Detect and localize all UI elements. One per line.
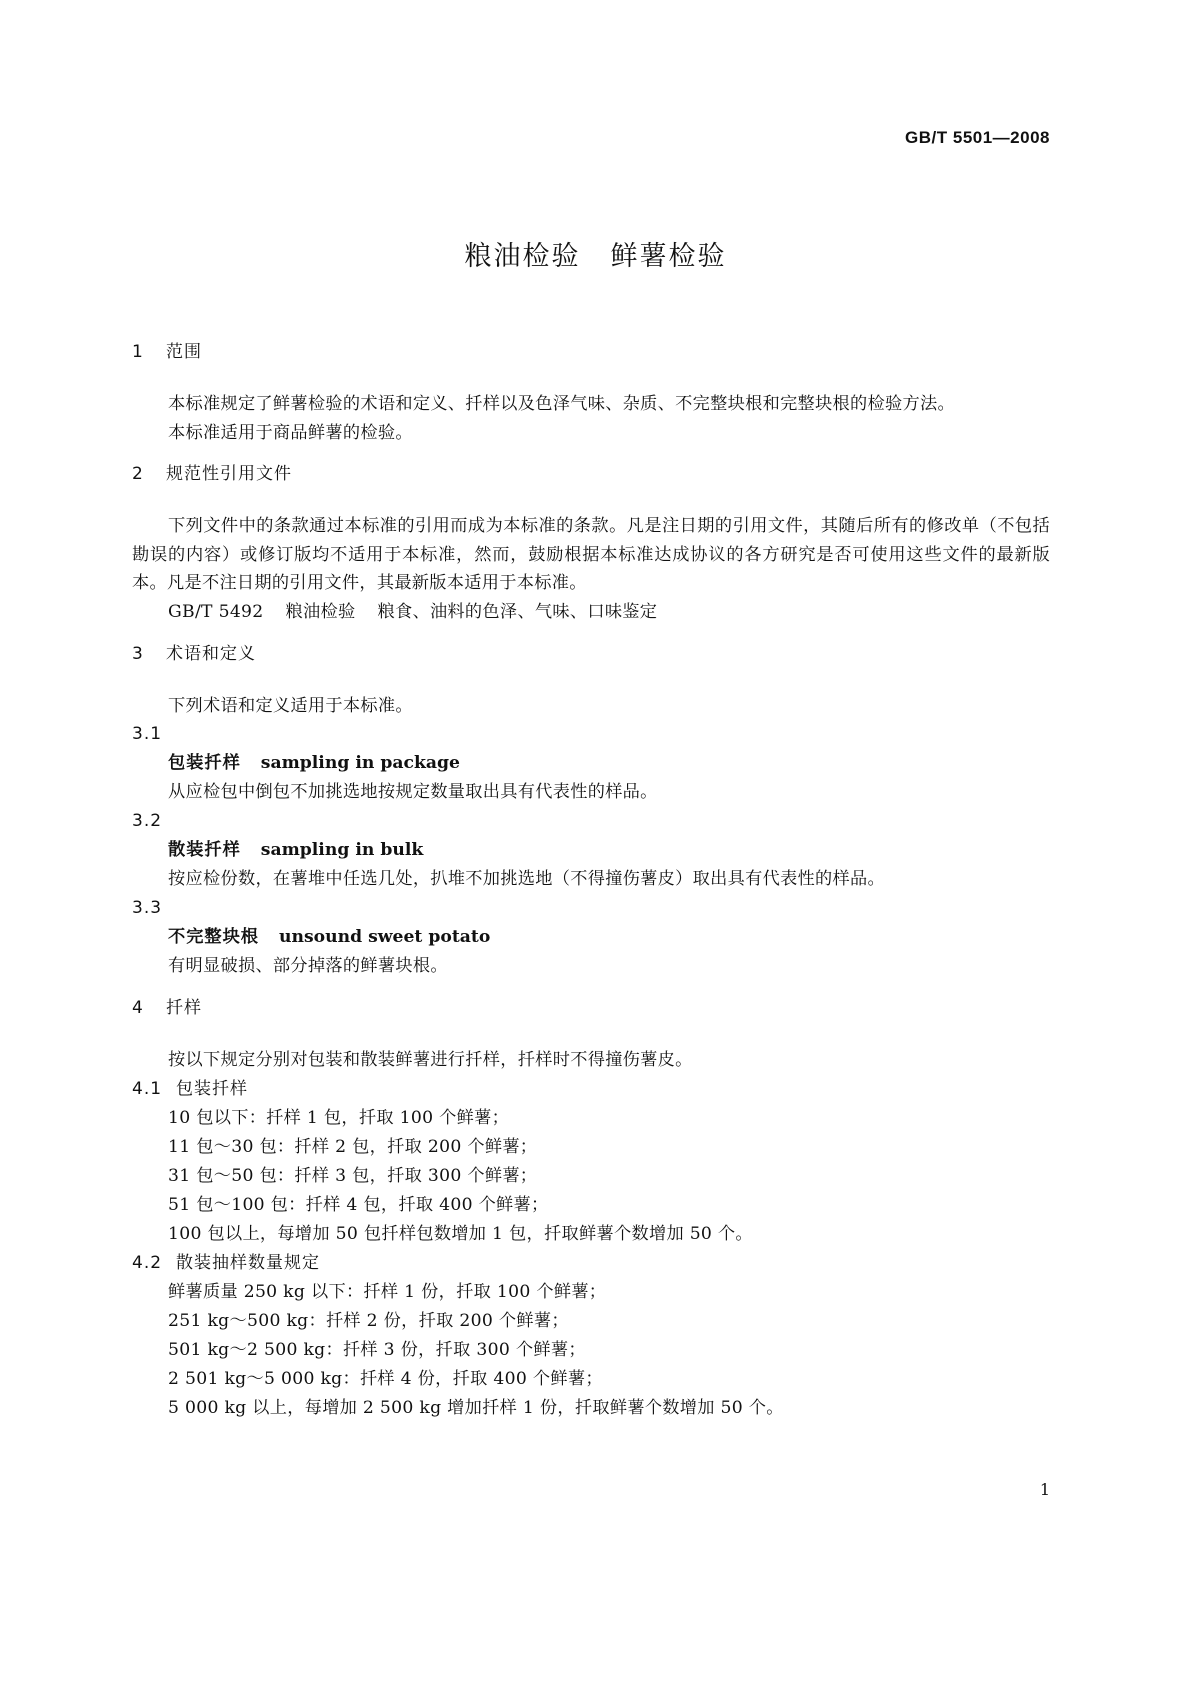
term-3-3-definition: 有明显破损、部分掉落的鲜薯块根。 <box>168 956 448 976</box>
page-number: 1 <box>1039 1480 1050 1499</box>
title-part-1: 粮油检验 <box>464 241 581 272</box>
list-item: 51 包～100 包：扦样 4 包，扦取 400 个鲜薯； <box>168 1194 549 1215</box>
term-3-2-definition: 按应检份数，在薯堆中任选几处，扒堆不加挑选地（不得撞伤薯皮）取出具有代表性的样品。 <box>168 869 885 889</box>
list-item: 10 包以下：扦样 1 包，扦取 100 个鲜薯； <box>168 1107 510 1128</box>
section-2-paragraph-1: 下列文件中的条款通过本标准的引用而成为本标准的条款。凡是注日期的引用文件，其随后所有的修改单（不包括勘误的内容）或修订版均不适用于本标准，然而，鼓励根据本标准达成协议的各方研究是否可使用这些文件的最新版本。凡是不注日期的引用文件，其最新版本适用于本标准。 <box>132 516 1050 593</box>
list-item: 501 kg～2 500 kg：扦样 3 份，扦取 300 个鲜薯； <box>168 1339 586 1360</box>
term-3-2: 散装扦样 sampling in bulk <box>168 840 424 860</box>
term-3-2-number: 3.2 <box>132 811 163 831</box>
list-item: 2 501 kg～5 000 kg：扦样 4 份，扦取 400 个鲜薯； <box>168 1368 603 1389</box>
section-1-heading: 1 范围 <box>132 342 202 362</box>
term-3-1-number: 3.1 <box>132 724 163 744</box>
term-3-3: 不完整块根 unsound sweet potato <box>168 927 491 947</box>
term-3-3-number: 3.3 <box>132 898 163 918</box>
section-3-paragraph-1: 下列术语和定义适用于本标准。 <box>168 695 413 716</box>
standard-code: GB/T 5501—2008 <box>905 128 1050 147</box>
subsection-4-1-heading: 4.1 包装扦样 <box>132 1078 248 1099</box>
section-1-paragraph-2: 本标准适用于商品鲜薯的检验。 <box>168 422 413 443</box>
term-3-1-definition: 从应检包中倒包不加挑选地按规定数量取出具有代表性的样品。 <box>168 782 658 802</box>
title-part-2: 鲜薯检验 <box>610 241 727 272</box>
list-item: 100 包以上，每增加 50 包扦样包数增加 1 包，扦取鲜薯个数增加 50 个。 <box>168 1223 753 1244</box>
section-2-heading: 2 规范性引用文件 <box>132 464 292 484</box>
list-item: 鲜薯质量 250 kg 以下：扦样 1 份，扦取 100 个鲜薯； <box>168 1281 607 1302</box>
list-item: 11 包～30 包：扦样 2 包，扦取 200 个鲜薯； <box>168 1136 538 1157</box>
list-item: 31 包～50 包：扦样 3 包，扦取 300 个鲜薯； <box>168 1165 538 1186</box>
document-title <box>0 234 1191 273</box>
section-4-paragraph-1: 按以下规定分别对包装和散装鲜薯进行扦样，扦样时不得撞伤薯皮。 <box>168 1050 693 1070</box>
section-4-heading: 4 扦样 <box>132 998 202 1018</box>
section-1-paragraph-1: 本标准规定了鲜薯检验的术语和定义、扦样以及色泽气味、杂质、不完整块根和完整块根的检验方法。 <box>168 394 955 414</box>
subsection-4-2-heading: 4.2 散装抽样数量规定 <box>132 1252 320 1273</box>
normative-reference: GB/T 5492 粮油检验 粮食、油料的色泽、气味、口味鉴定 <box>168 601 658 622</box>
document-body <box>132 337 1050 1423</box>
list-item: 5 000 kg 以上，每增加 2 500 kg 增加扦样 1 份，扦取鲜薯个数增加 50 个。 <box>168 1397 784 1418</box>
section-3-heading: 3 术语和定义 <box>132 643 256 664</box>
list-item: 251 kg～500 kg：扦样 2 份，扦取 200 个鲜薯； <box>168 1310 569 1331</box>
term-3-1: 包装扦样 sampling in package <box>168 753 460 773</box>
